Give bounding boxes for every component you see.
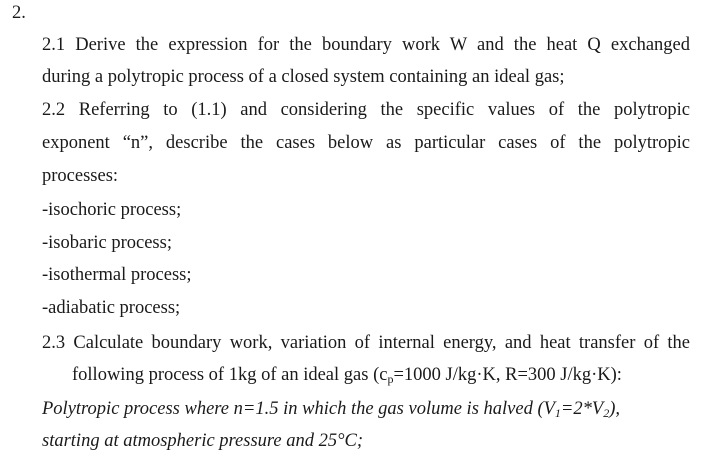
item-2-1-line-2: during a polytropic process of a closed system containing an ideal gas; [42,67,565,87]
case-isothermal: -isothermal process; [42,265,192,285]
item-2-1-line-1: 2.1 Derive the expression for the boundary work W and the heat Q exchanged [42,35,690,55]
item-2-3-line-4: starting at atmospheric pressure and 25°C; [42,431,364,451]
case-isobaric: -isobaric process; [42,233,172,253]
item-2-3-line-3 [42,398,620,420]
item-2-3-line-3-text-c: ), [609,399,621,419]
item-2-3-line-2-text-a: following process of 1kg of an ideal gas (c [72,365,388,385]
cp-subscript: p [387,372,394,386]
item-2-3-line-2-text-b: =1000 J/kg·K, R=300 J/kg·K): [393,365,622,385]
item-2-3-line-1: 2.3 Calculate boundary work, variation of internal energy, and heat transfer of the [42,333,690,353]
item-2-3-line-3-text-b: =2*V [560,399,604,419]
v1-subscript: 1 [554,406,561,420]
item-2-2-line-2: exponent “n”, describe the cases below as particular cases of the polytropic [42,133,690,153]
item-2-3-line-3-text-a: Polytropic process where n=1.5 in which the gas volume is halved (V [42,399,555,419]
item-2-2-line-3: processes: [42,166,119,186]
v2-subscript: 2 [603,406,610,420]
item-2-2-line-1: 2.2 Referring to (1.1) and considering the specific values of the polytropic [42,100,690,120]
case-isochoric: -isochoric process; [42,200,182,220]
case-adiabatic: -adiabatic process; [42,298,181,318]
item-2-3-line-2 [72,364,622,386]
question-number: 2. [12,3,26,23]
